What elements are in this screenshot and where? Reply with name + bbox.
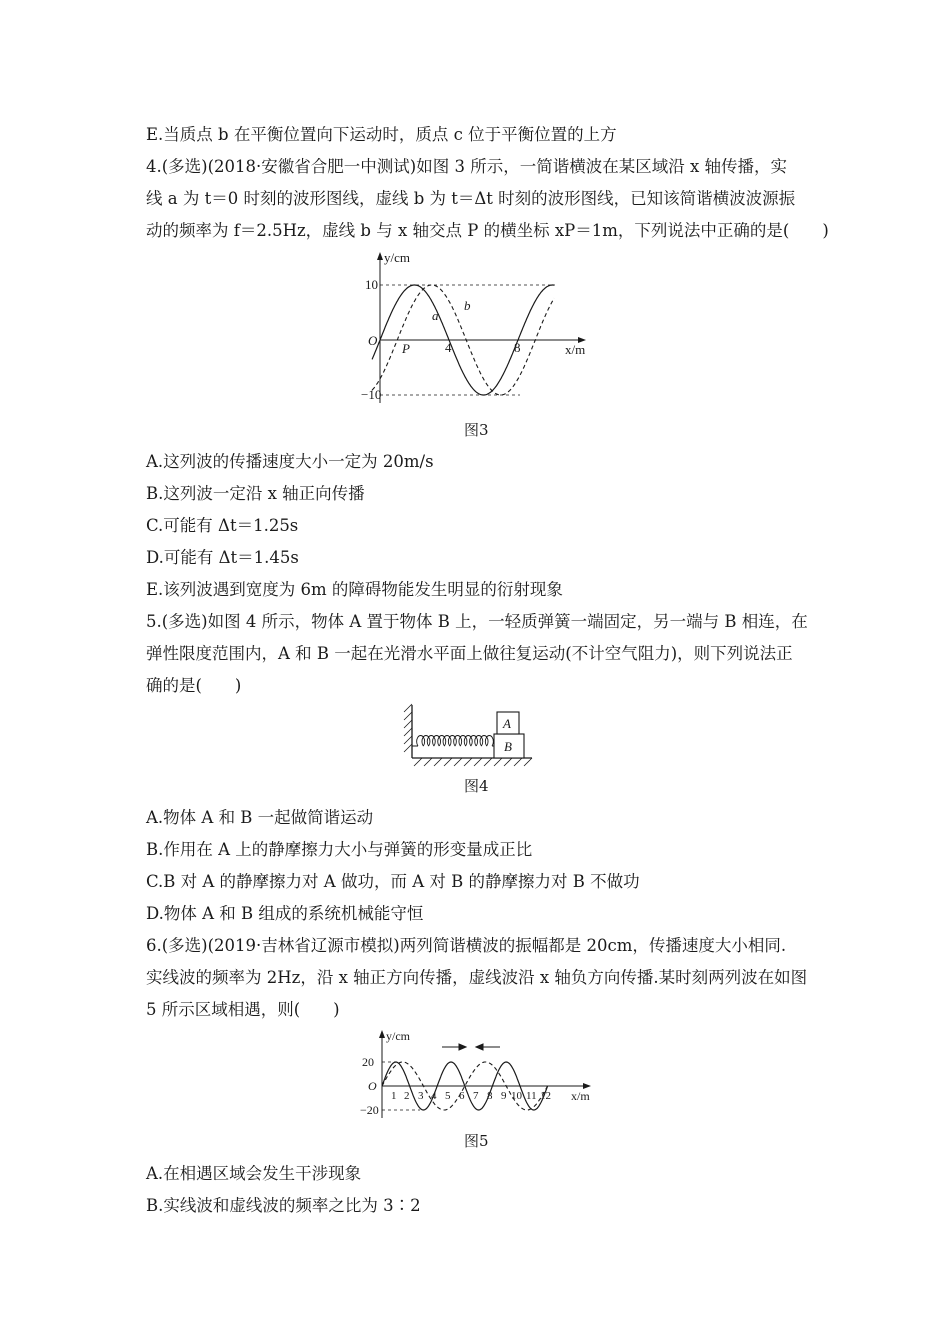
fig5-tick-6: 6	[459, 1090, 465, 1102]
fig5-ylabel: y/cm	[386, 1029, 410, 1043]
question-5-stem-line3: 确的是( )	[146, 676, 242, 695]
option-e-prev: E.当质点 b 在平衡位置向下运动时，质点 c 位于平衡位置的上方	[146, 125, 617, 144]
question-4-stem-line3: 动的频率为 f＝2.5Hz，虚线 b 与 x 轴交点 P 的横坐标 xP＝1m，下列说法中正确的是( )	[146, 221, 829, 240]
fig4-floor-hatch	[414, 758, 532, 766]
fig5-tick-5: 5	[445, 1090, 451, 1102]
fig5-tick-3: 3	[418, 1090, 424, 1102]
fig3-ybottom: −10	[361, 387, 382, 402]
q6-option-b: B.实线波和虚线波的频率之比为 3∶2	[146, 1196, 421, 1215]
fig4-label-a: A	[503, 716, 511, 731]
fig5-tick-2: 2	[404, 1090, 410, 1102]
question-5-stem-line1: 5.(多选)如图 4 所示，物体 A 置于物体 B 上，一轻质弹簧一端固定，另一端与 B 相连，在	[146, 612, 808, 631]
fig3-xlabel: x/m	[565, 342, 586, 357]
fig5-tick-9: 9	[501, 1090, 507, 1102]
question-6-stem-line3: 5 所示区域相遇，则( )	[146, 1000, 340, 1019]
question-4-stem-line1: 4.(多选)(2018·安徽省合肥一中测试)如图 3 所示，一简谐横波在某区域沿 x 轴传播，实	[146, 157, 788, 176]
fig3-origin: O	[368, 333, 378, 348]
fig3-label-a: a	[432, 308, 439, 323]
figure-3-wave-graph	[360, 248, 600, 413]
fig4-spring	[412, 736, 494, 746]
fig3-label-b: b	[464, 298, 471, 313]
q5-option-a: A.物体 A 和 B 一起做简谐运动	[146, 808, 374, 827]
fig5-tick-7: 7	[473, 1090, 479, 1102]
fig5-ytop: 20	[362, 1055, 374, 1069]
figure-5-two-waves	[360, 1026, 610, 1122]
figure-4-caption: 图4	[464, 777, 489, 795]
q5-option-d: D.物体 A 和 B 组成的系统机械能守恒	[146, 904, 424, 923]
fig5-origin: O	[368, 1079, 377, 1093]
question-6-stem-line1: 6.(多选)(2019·吉林省辽源市模拟)两列简谐横波的振幅都是 20cm，传播速度大小相同.	[146, 936, 787, 955]
fig5-tick-1: 1	[391, 1090, 397, 1102]
fig5-tick-12: 12	[540, 1090, 551, 1102]
question-6-stem-line2: 实线波的频率为 2Hz，沿 x 轴正方向传播，虚线波沿 x 轴负方向传播.某时刻两列波在如图	[146, 968, 808, 987]
q4-option-c: C.可能有 Δt＝1.25s	[146, 516, 299, 535]
fig3-label-p: P	[402, 341, 410, 356]
fig3-y-arrow	[377, 252, 383, 260]
q4-option-a: A.这列波的传播速度大小一定为 20m/s	[146, 452, 434, 471]
figure-5-caption: 图5	[464, 1132, 489, 1150]
fig5-tick-4: 4	[431, 1090, 437, 1102]
fig5-tick-10: 10	[511, 1090, 522, 1102]
question-5-stem-line2: 弹性限度范围内，A 和 B 一起在光滑水平面上做往复运动(不计空气阻力)，则下列说法正	[146, 644, 793, 663]
fig3-ylabel: y/cm	[384, 250, 410, 265]
q4-option-d: D.可能有 Δt＝1.45s	[146, 548, 299, 567]
fig4-wall-hatch	[404, 704, 412, 752]
fig5-tick-11: 11	[526, 1090, 537, 1102]
fig5-ybottom: −20	[360, 1103, 379, 1117]
fig5-xlabel: x/m	[571, 1089, 590, 1103]
fig5-y-arrow	[379, 1030, 385, 1038]
question-4-stem-line2: 线 a 为 t＝0 时刻的波形图线，虚线 b 为 t＝Δt 时刻的波形图线，已知该简谐横波波源振	[146, 189, 796, 208]
fig3-tick-8: 8	[514, 340, 521, 355]
fig5-tick-8: 8	[487, 1090, 493, 1102]
figure-3-caption: 图3	[464, 421, 489, 439]
q6-option-a: A.在相遇区域会发生干涉现象	[146, 1164, 362, 1183]
figure-4-spring-blocks	[400, 700, 540, 768]
fig5-arrow-right	[442, 1044, 466, 1050]
q4-option-b: B.这列波一定沿 x 轴正向传播	[146, 484, 365, 503]
q5-option-c: C.B 对 A 的静摩擦力对 A 做功，而 A 对 B 的静摩擦力对 B 不做功	[146, 872, 640, 891]
q4-option-e: E.该列波遇到宽度为 6m 的障碍物能发生明显的衍射现象	[146, 580, 563, 599]
q5-option-b: B.作用在 A 上的静摩擦力大小与弹簧的形变量成正比	[146, 840, 533, 859]
fig4-label-b: B	[504, 739, 512, 754]
fig3-tick-4: 4	[445, 340, 452, 355]
fig5-arrow-left	[476, 1044, 500, 1050]
fig3-ytop: 10	[365, 277, 378, 292]
